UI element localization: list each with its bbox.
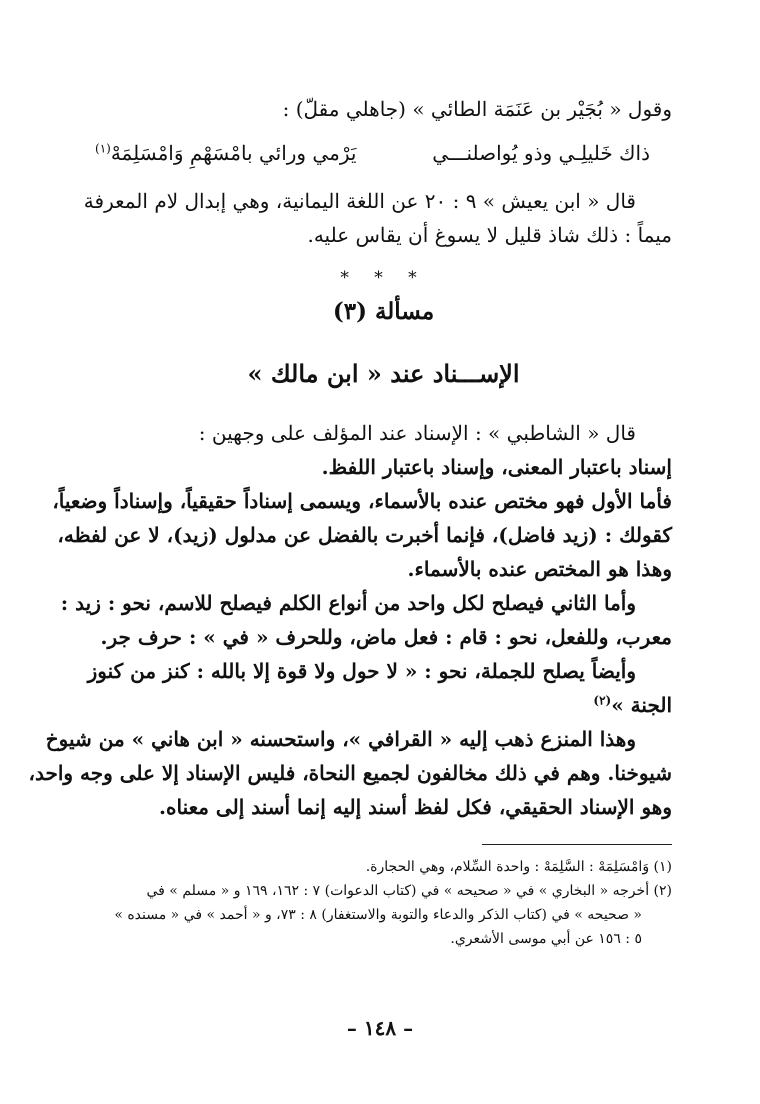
ibn-yaish-line-1: قال « ابن يعيش » ٩ : ٢٠ عن اللغة اليمانية، وهي إبدال لام المعرفة bbox=[83, 189, 636, 213]
footnote-2-line-1: (٢) أخرجه « البخاري » في « صحيحه » في (كتاب الدعوات) ٧ : ١٦٢، ١٦٩ و « مسلم » في bbox=[146, 883, 672, 899]
verse-first-hemistich: ذاك خَليلِـي وذو يُواصلنـــي bbox=[432, 141, 650, 165]
paragraph-5-line-2: شيوخنا. وهم في ذلك مخالفون لجميع النحاة، فليس الإسناد إلا على وجه واحد، bbox=[28, 761, 672, 785]
verse-second-hemistich-text: يَرْمي ورائي بامْسَهْمِ وَامْسَلِمَهْ bbox=[110, 141, 357, 165]
section-separator: * * * bbox=[340, 268, 427, 288]
paragraph-5-line-3: وهو الإسناد الحقيقي، فكل لفظ أسند إليه إنما أسند إلى معناه. bbox=[159, 795, 672, 819]
footnote-ref-1[interactable]: (١) bbox=[95, 141, 111, 156]
footnote-1: (١) وَامْسَلِمَهْ : السَّلِمَهْ : واحدة السِّلام، وهي الحجارة. bbox=[365, 859, 672, 875]
page-number: – ١٤٨ – bbox=[346, 1016, 414, 1040]
intro-line: وقول « بُجَيْر بن عَنَمَة الطائي » (جاهلي مقلّ) : bbox=[282, 97, 672, 121]
paragraph-1-line-1: قال « الشاطبي » : الإسناد عند المؤلف على وجهين : bbox=[198, 421, 636, 445]
section-title: الإســـناد عند « ابن مالك » bbox=[247, 359, 520, 388]
paragraph-2-line-1: فأما الأول فهو مختص عنده بالأسماء، ويسمى إسناداً حقيقياً، وإسناداً وضعياً، bbox=[52, 489, 672, 513]
paragraph-4-line-1: وأيضاً يصلح للجملة، نحو : « لا حول ولا قوة إلا بالله : كنز من كنوز bbox=[87, 659, 636, 683]
ibn-yaish-line-2: ميماً : ذلك شاذ قليل لا يسوغ أن يقاس عليه. bbox=[307, 223, 672, 247]
footnote-2-line-3: ٥ : ١٥٦ عن أبي موسى الأشعري. bbox=[450, 931, 642, 947]
paragraph-3-line-2: معرب، وللفعل، نحو : قام : فعل ماض، وللحرف « في » : حرف جر. bbox=[100, 625, 672, 649]
paragraph-2-line-3: وهذا هو المختص عنده بالأسماء. bbox=[407, 557, 672, 581]
masala-title: مسألة (٣) bbox=[332, 298, 435, 325]
page-body bbox=[28, 92, 672, 1064]
footnote-divider bbox=[482, 844, 672, 845]
paragraph-5-line-1: وهذا المنزع ذهب إليه « القرافي »، واستحسنه « ابن هاني » من شيوخ bbox=[45, 727, 636, 751]
paragraph-3-line-1: وأما الثاني فيصلح لكل واحد من أنواع الكلم فيصلح للاسم، نحو : زيد : bbox=[60, 591, 636, 615]
verse-second-hemistich bbox=[95, 136, 356, 170]
paragraph-1-line-2: إسناد باعتبار المعنى، وإسناد باعتبار اللفظ. bbox=[321, 455, 672, 479]
paragraph-2-line-2: كقولك : (زيد فاضل)، فإنما أخبرت بالفضل عن مدلول (زيد)، لا عن لفظه، bbox=[57, 523, 672, 547]
footnote-ref-2[interactable]: (٢) bbox=[593, 693, 612, 708]
paragraph-4-line-2 bbox=[95, 688, 672, 722]
footnote-2-line-2: « صحيحه » في (كتاب الذكر والدعاء والتوبة والاستغفار) ٨ : ٧٣، و « أحمد » في « مسنده » bbox=[114, 907, 642, 923]
paragraph-4-line-2-text: الجنة » bbox=[611, 693, 672, 717]
poetry-verse bbox=[95, 136, 672, 170]
